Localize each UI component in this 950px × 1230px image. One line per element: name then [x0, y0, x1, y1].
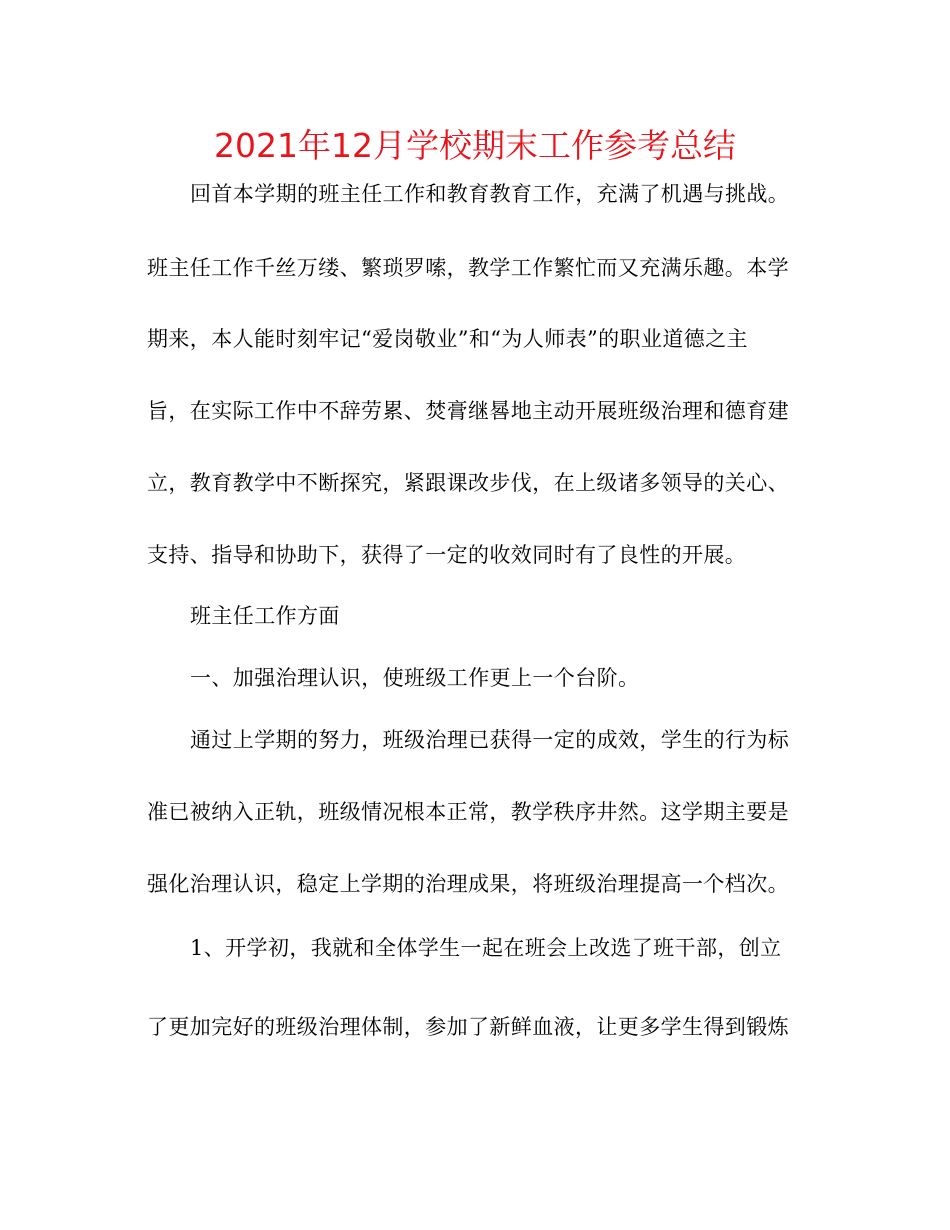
paragraph-line: 回首本学期的班主任工作和教育教育工作，充满了机遇与挑战。	[190, 182, 790, 206]
paragraph-line: 期来，本人能时刻牢记“爱岗敬业”和“为人师表”的职业道德之主	[147, 327, 748, 351]
paragraph-line: 了更加完好的班级治理体制，参加了新鲜血液，让更多学生得到锻炼	[147, 1015, 789, 1039]
paragraph-line: 旨，在实际工作中不辞劳累、焚膏继晷地主动开展班级治理和德育建	[147, 399, 789, 423]
paragraph-line: 通过上学期的努力，班级治理已获得一定的成效，学生的行为标	[190, 728, 790, 752]
subsection-heading: 一、加强治理认识，使班级工作更上一个台阶。	[190, 666, 640, 690]
paragraph-line: 1、开学初，我就和全体学生一起在班会上改选了班干部，创立	[190, 936, 782, 960]
document-title: 2021年12月学校期末工作参考总结	[214, 126, 736, 165]
section-heading: 班主任工作方面	[190, 604, 340, 628]
paragraph-line: 班主任工作千丝万缕、繁琐罗嗦，教学工作繁忙而又充满乐趣。本学	[147, 256, 789, 280]
paragraph-line: 强化治理认识，稳定上学期的治理成果，将班级治理提高一个档次。	[147, 872, 789, 896]
paragraph-line: 准已被纳入正轨，班级情况根本正常，教学秩序井然。这学期主要是	[147, 800, 789, 824]
paragraph-line: 立，教育教学中不断探究，紧跟课改步伐，在上级诸多领导的关心、	[147, 471, 789, 495]
paragraph-line: 支持、指导和协助下，获得了一定的收效同时有了良性的开展。	[147, 543, 747, 567]
